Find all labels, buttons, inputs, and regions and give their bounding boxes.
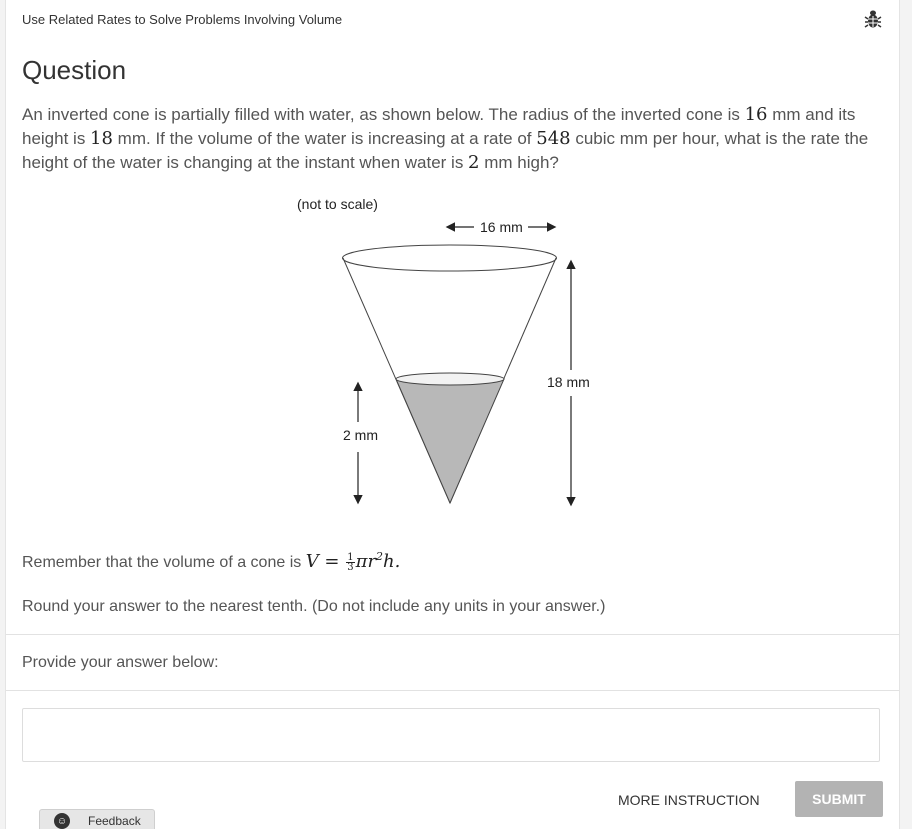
question-heading: Question [22, 55, 127, 85]
answer-prompt: Provide your answer below: [22, 654, 219, 671]
question-card [5, 0, 900, 829]
cone-figure [292, 190, 622, 530]
divider [6, 634, 899, 635]
height-value: 18 [90, 128, 113, 149]
more-instruction-button[interactable]: MORE INSTRUCTION [618, 792, 760, 808]
bug-report-icon[interactable] [864, 9, 882, 29]
volume-formula: V = $\frac{1}{3}$ $\pi r^2h$. [305, 550, 401, 573]
divider [6, 690, 899, 691]
submit-button[interactable]: SUBMIT [795, 781, 883, 817]
not-to-scale-note: (not to scale) [297, 196, 378, 212]
cone-rim [343, 245, 557, 271]
volume-reminder: Remember that the volume of a cone is V = $\frac{1}{3}$ $\pi r^2h$. [22, 550, 401, 573]
topic-title: Use Related Rates to Solve Problems Involving Volume [22, 12, 343, 27]
problem-statement: An inverted cone is partially filled with water, as shown below. The radius of the inverted cone is 16 mm and its height is 18 mm. If the volume of the water is increasing at a rate of 548 cubic mm per hour, what is the rate the height of the water is changing at the instant when water is 2 mm high? [22, 104, 869, 173]
water-height-label: 2 mm [343, 427, 378, 443]
feedback-button[interactable] [39, 809, 155, 829]
rounding-instruction: Round your answer to the nearest tenth. (Do not include any units in your answer.) [22, 598, 606, 615]
feedback-icon: ☺ [54, 813, 70, 829]
water-surface [396, 373, 504, 385]
height-label: 18 mm [547, 374, 590, 390]
water-height-value: 2 [468, 152, 480, 173]
feedback-label: Feedback [88, 814, 141, 828]
radius-value: 16 [744, 104, 768, 125]
rate-value: 548 [536, 128, 571, 149]
radius-label: 16 mm [480, 219, 523, 235]
answer-input[interactable] [22, 708, 880, 762]
water-fill [396, 379, 504, 503]
